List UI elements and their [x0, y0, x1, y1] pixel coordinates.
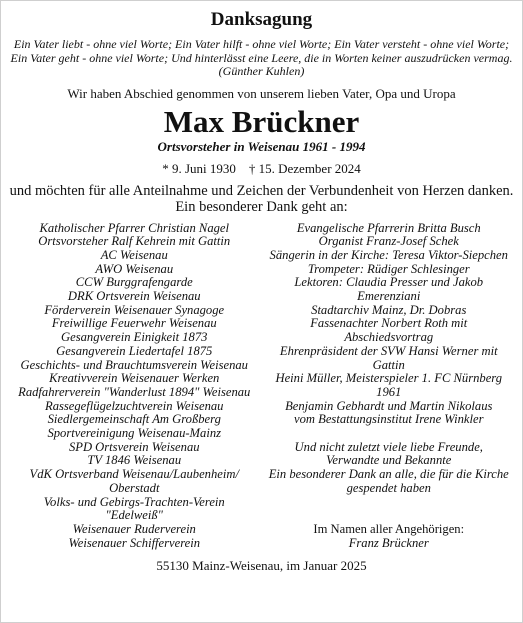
- intro-text: Wir haben Abschied genommen von unserem lieben Vater, Opa und Uropa: [67, 85, 456, 101]
- quote-line: Ein Vater geht - ohne viel Worte; Und hinterlässt eine Leere, die in Worten keiner auszudrücken vermag.: [10, 50, 513, 65]
- office-subtitle: Ortsvorsteher in Weisenau 1961 - 1994: [157, 138, 366, 154]
- list-item: Weisenauer Schifferverein: [68, 535, 201, 550]
- spacer: [262, 427, 517, 441]
- list-item: Katholischer Pfarrer Christian Nagel: [39, 220, 229, 235]
- thanks-line: Ein besonderer Dank geht an:: [175, 199, 348, 215]
- closing-note: Und nicht zuletzt viele liebe Freunde, Verwandte und Bekannte: [294, 439, 483, 468]
- list-item: Evangelische Pfarrerin Britta Busch: [296, 220, 481, 235]
- list-item: Kreativverein Weisenauer Werken: [49, 371, 220, 386]
- right-column: [262, 222, 517, 551]
- list-item: Radfahrerverein "Wanderlust 1894" Weisenau: [18, 384, 251, 399]
- poem-quote: [7, 38, 516, 79]
- heading-title: Danksagung: [210, 9, 313, 30]
- list-item: SPD Ortsverein Weisenau: [68, 439, 200, 454]
- deceased-name: Max Brückner: [163, 103, 360, 139]
- list-item: Weisenauer Ruderverein: [72, 521, 196, 536]
- spacer: [262, 496, 517, 510]
- place-date: 55130 Mainz-Weisenau, im Januar 2025: [156, 558, 367, 574]
- list-item: Organist Franz-Josef Schek: [318, 234, 459, 249]
- list-item: Sängerin in der Kirche: Teresa Viktor-Siepchen: [269, 247, 508, 262]
- thanks-line: und möchten für alle Anteilnahme und Zeichen der Verbundenheit von Herzen danken.: [9, 182, 514, 199]
- signoff-line: Im Namen aller Angehörigen:: [313, 521, 465, 536]
- list-item: TV 1846 Weisenau: [87, 453, 182, 468]
- list-item: Volks- und Gebirgs-Trachten-Verein "Edelweiß": [43, 494, 225, 523]
- list-item: Ortsvorsteher Ralf Kehrein mit Gattin: [38, 234, 231, 249]
- list-item: Rassegeflügelzuchtverein Weisenau: [45, 398, 224, 413]
- left-column: [7, 222, 262, 551]
- spacer: [262, 509, 517, 523]
- quote-author: (Günther Kuhlen): [218, 64, 305, 78]
- list-item: Gesangverein Liedertafel 1875: [56, 343, 213, 358]
- list-item: Benjamin Gebhardt und Martin Nikolaus vom Bestattungsinstitut Irene Winkler: [285, 398, 493, 427]
- list-item: Trompeter: Rüdiger Schlesinger: [307, 261, 470, 276]
- list-item: Sportvereinigung Weisenau-Mainz: [47, 426, 222, 441]
- thanks-list: [7, 222, 516, 551]
- list-item: Heini Müller, Meisterspieler 1. FC Nürnberg 1961: [275, 371, 503, 399]
- list-item: Lektoren: Claudia Presser und Jakob Emerenziani: [294, 275, 484, 304]
- list-item: DRK Ortsverein Weisenau: [67, 289, 201, 304]
- life-dates: * 9. Juni 1930 † 15. Dezember 2024: [162, 160, 361, 176]
- quote-line: Ein Vater liebt - ohne viel Worte; Ein Vater hilft - ohne viel Worte; Ein Vater versteht - ohne viel Worte;: [13, 37, 510, 51]
- list-item: Freiwillige Feuerwehr Weisenau: [51, 316, 217, 331]
- list-item: AWO Weisenau: [95, 261, 174, 276]
- list-item: Förderverein Weisenauer Synagoge: [44, 302, 225, 317]
- list-item: CCW Burggrafengarde: [75, 275, 193, 290]
- list-item: AC Weisenau: [100, 247, 168, 262]
- list-item: Ehrenpräsident der SVW Hansi Werner mit Gattin: [279, 343, 498, 372]
- list-item: Stadtarchiv Mainz, Dr. Dobras: [311, 302, 467, 317]
- list-item: Gesangverein Einigkeit 1873: [61, 330, 208, 345]
- list-item: Geschichts- und Brauchtumsverein Weisenau: [20, 357, 248, 372]
- list-item: Fassenachter Norbert Roth mit Abschiedsvortrag: [310, 316, 468, 345]
- signoff-name: Franz Brückner: [348, 535, 429, 550]
- list-item: Siedlergemeinschaft Am Großberg: [47, 412, 221, 427]
- list-item: VdK Ortsverband Weisenau/Laubenheim/ Oberstadt: [29, 467, 239, 495]
- closing-note: Ein besonderer Dank an alle, die für die Kirche gespendet haben: [268, 467, 509, 495]
- thanks-text: [7, 183, 516, 216]
